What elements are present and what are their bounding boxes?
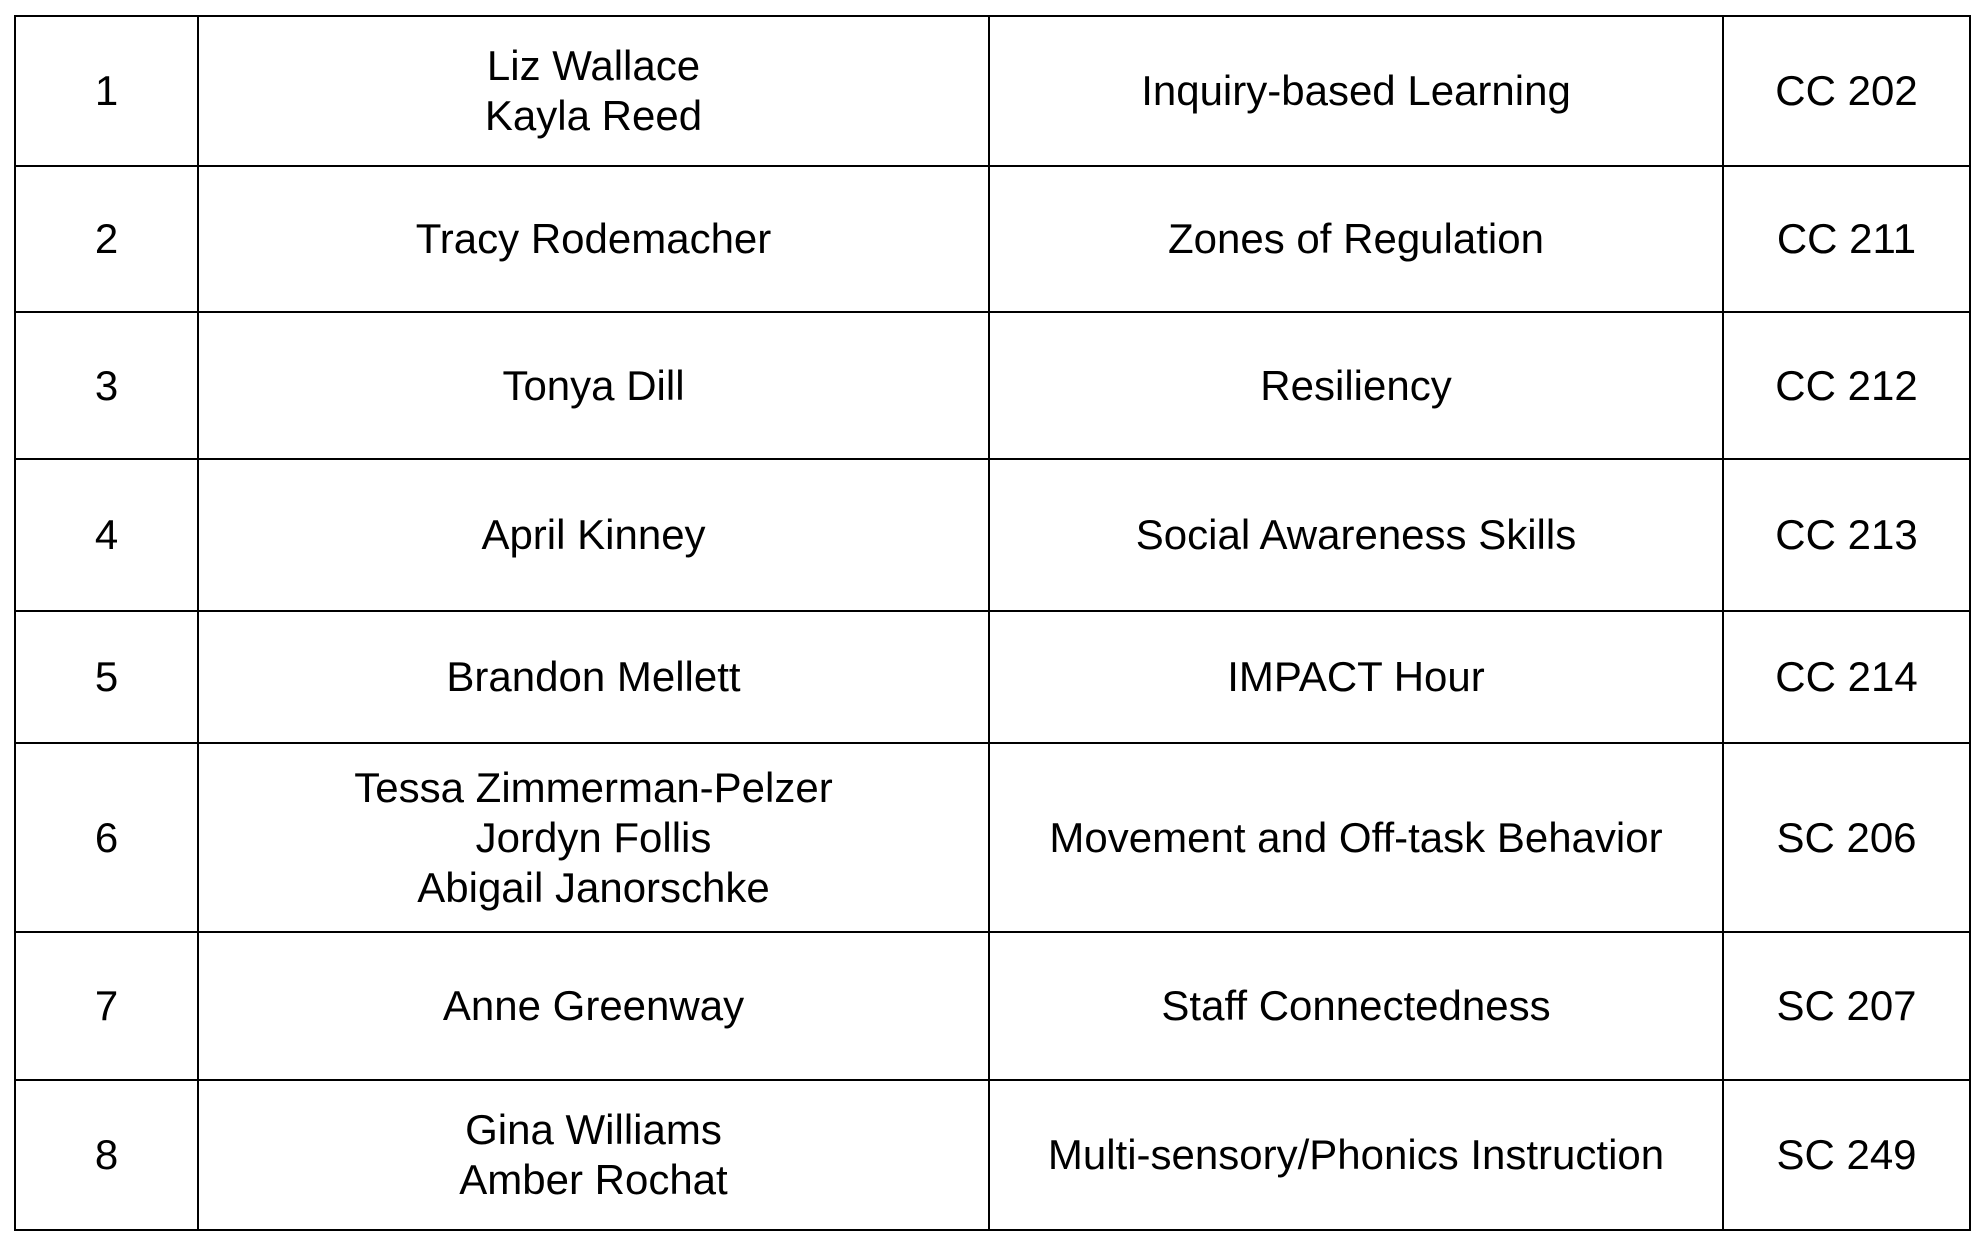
- presenters-cell: [198, 1080, 989, 1230]
- presenters-cell: [198, 611, 989, 743]
- session-room: CC 211: [1723, 166, 1970, 312]
- presenters-cell: [198, 16, 989, 166]
- presenter-name: Jordyn Follis: [475, 813, 712, 861]
- session-room: SC 206: [1723, 743, 1970, 932]
- table-row: [15, 611, 1970, 743]
- table-row: [15, 1080, 1970, 1230]
- session-number: 1: [15, 16, 198, 166]
- presenter-name: Brandon Mellett: [446, 653, 741, 700]
- presenter-name: April Kinney: [481, 511, 706, 558]
- table-row: [15, 459, 1970, 611]
- table-row: [15, 312, 1970, 459]
- table-row: [15, 166, 1970, 312]
- presenter-name: Abigail Janorschke: [417, 863, 770, 911]
- session-number: 8: [15, 1080, 198, 1230]
- presenter-name: Kayla Reed: [484, 92, 703, 139]
- session-number: 6: [15, 743, 198, 932]
- session-number: 3: [15, 312, 198, 459]
- presenter-name: Gina Williams: [465, 1106, 722, 1153]
- session-number: 4: [15, 459, 198, 611]
- presenters-cell: [198, 932, 989, 1080]
- presenter-name: Tonya Dill: [502, 361, 685, 409]
- session-room: CC 202: [1723, 16, 1970, 166]
- presenter-name: Tracy Rodemacher: [415, 215, 772, 262]
- presenter-name: Amber Rochat: [459, 1156, 728, 1203]
- session-room: CC 213: [1723, 459, 1970, 611]
- session-number: 5: [15, 611, 198, 743]
- session-number: 7: [15, 932, 198, 1080]
- session-topic: IMPACT Hour: [989, 611, 1723, 743]
- session-topic: Inquiry-based Learning: [989, 16, 1723, 166]
- presenters-cell: [198, 166, 989, 312]
- session-number: 2: [15, 166, 198, 312]
- session-topic: Staff Connectedness: [989, 932, 1723, 1080]
- presenter-name: Tessa Zimmerman-Pelzer: [354, 763, 833, 811]
- session-room: SC 249: [1723, 1080, 1970, 1230]
- presenter-name: Liz Wallace: [486, 42, 701, 89]
- table-row: [15, 743, 1970, 932]
- presenters-cell: [198, 459, 989, 611]
- presenters-cell: [198, 743, 989, 932]
- session-topic: Zones of Regulation: [989, 166, 1723, 312]
- session-topic: Social Awareness Skills: [989, 459, 1723, 611]
- session-topic: Resiliency: [989, 312, 1723, 459]
- table-row: [15, 932, 1970, 1080]
- session-room: SC 207: [1723, 932, 1970, 1080]
- table-row: [15, 16, 1970, 166]
- session-topic: Multi-sensory/Phonics Instruction: [989, 1080, 1723, 1230]
- sessions-table: [14, 15, 1971, 1231]
- presenter-name: Anne Greenway: [442, 982, 745, 1029]
- session-room: CC 212: [1723, 312, 1970, 459]
- session-topic: Movement and Off-task Behavior: [989, 743, 1723, 932]
- presenters-cell: [198, 312, 989, 459]
- session-room: CC 214: [1723, 611, 1970, 743]
